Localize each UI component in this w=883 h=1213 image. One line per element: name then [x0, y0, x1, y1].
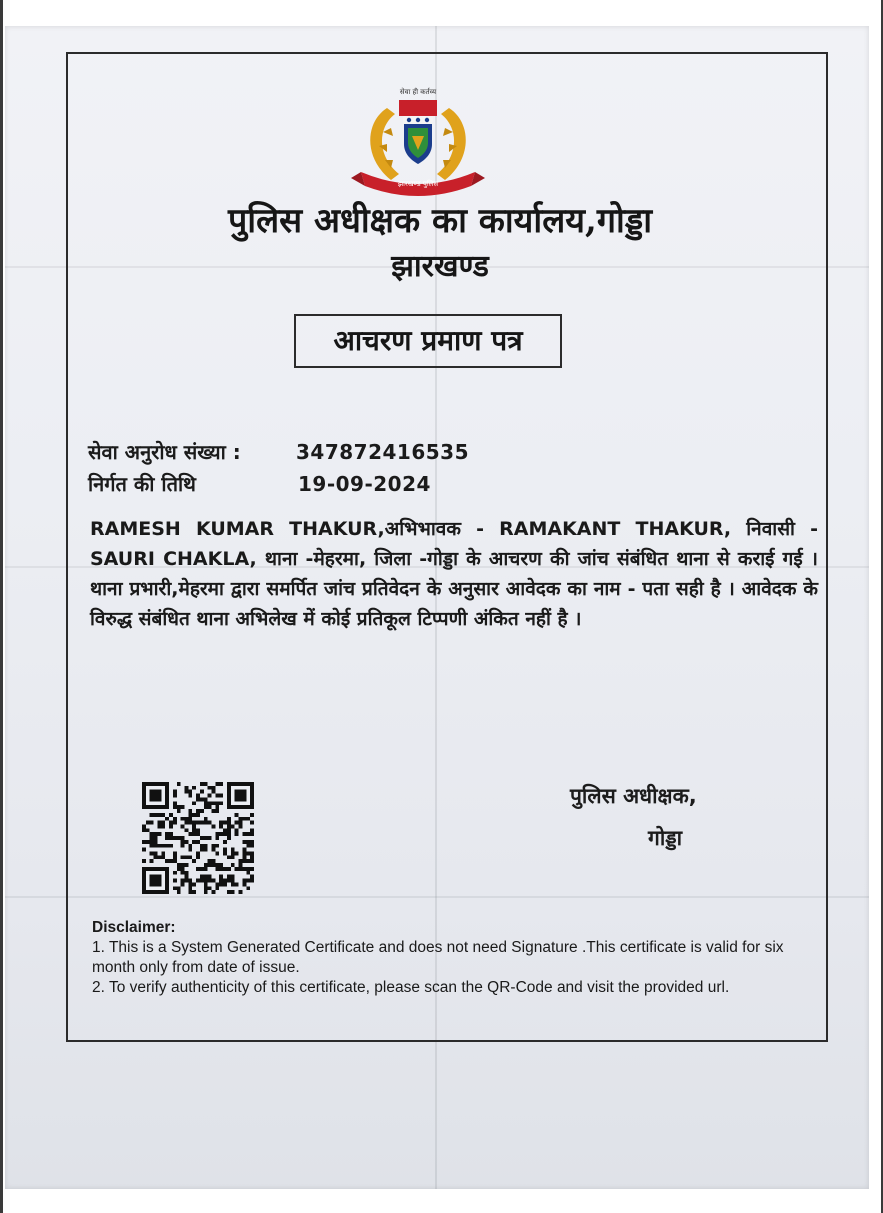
disclaimer-title: Disclaimer: [92, 919, 176, 936]
certificate-title: आचरण प्रमाण पत्र [294, 314, 562, 368]
emblem-top-text: सेवा ही कर्तव्य [399, 88, 437, 96]
qr-code-icon [142, 782, 254, 894]
issue-date-label: निर्गत की तिथि [88, 472, 196, 496]
frame-left-edge [0, 0, 3, 1213]
disclaimer-line-2: 2. To verify authenticity of this certificate, please scan the QR-Code and visit the provided url. [92, 979, 730, 996]
issue-date-row [88, 470, 431, 497]
signatory-title: पुलिस अधीक्षक, [570, 784, 697, 808]
signatory-block [570, 782, 770, 852]
issue-date-value: 19-09-2024 [298, 472, 431, 496]
service-request-number: 347872416535 [296, 440, 469, 464]
disclaimer-line-1: 1. This is a System Generated Certificate and does not need Signature .This certificate is valid for six month only from date of issue. [92, 939, 784, 976]
service-request-label: सेवा अनुरोध संख्या : [88, 440, 241, 464]
emblem-ribbon-text: झारखण्ड पुलिस [397, 180, 439, 188]
certificate-body: RAMESH KUMAR THAKUR,अभिभावक - RAMAKANT THAKUR, निवासी - SAURI CHAKLA, थाना -मेहरमा, जिला -गोड्डा के आचरण की जांच संबंधित थाना से कराई गई । थाना प्रभारी,मेहरमा द्वारा समर्पित जांच प्रतिवेदन के अनुसार आवेदक का नाम - पता सही है । आवेदक के विरुद्ध संबंधित थाना अभिलेख में कोई प्रतिकूल टिप्पणी अंकित नहीं है । [90, 518, 818, 630]
signatory-place: गोड्डा [648, 826, 683, 850]
disclaimer-block [92, 918, 792, 998]
state-heading: झारखण्ड [391, 249, 489, 284]
office-heading: पुलिस अधीक्षक का कार्यालय,गोड्डा [228, 201, 652, 241]
police-emblem-icon [347, 80, 489, 204]
service-request-row [88, 438, 469, 465]
